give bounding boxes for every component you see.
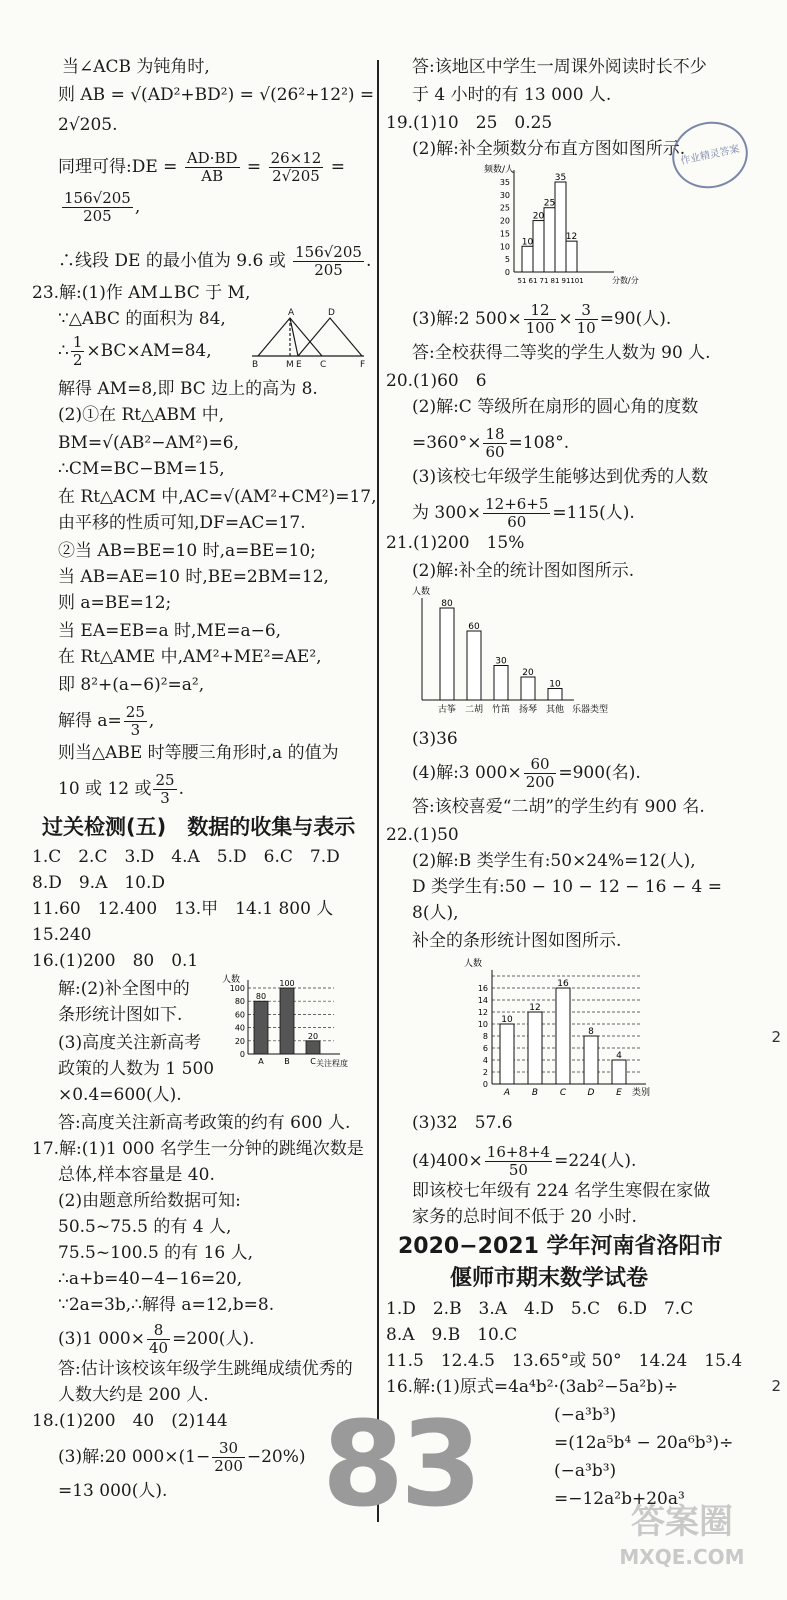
text-line: 当 AB=AE=10 时,BE=2BM=12, <box>58 567 329 587</box>
bar <box>440 608 454 700</box>
label-b: B <box>252 360 259 370</box>
text-line: 答:全校获得二等奖的学生人数为 90 人. <box>412 343 711 363</box>
triangle-def <box>298 318 362 356</box>
denominator: 200 <box>525 773 555 791</box>
fraction <box>62 190 133 225</box>
x-axis-label: 乐器类型 <box>572 705 609 715</box>
text-line: ∵2a=3b,∴解得 a=12,b=8. <box>58 1295 275 1315</box>
y-tick-label: 35 <box>499 178 510 187</box>
y-axis-label: 人数 <box>464 959 483 969</box>
denominator: 3 <box>130 721 141 739</box>
data-label: 25 <box>543 198 556 209</box>
label-m: M <box>286 360 294 370</box>
data-label: 20 <box>532 211 545 222</box>
denominator: 40 <box>149 1339 169 1357</box>
text-line: 则当△ABE 时等腰三角形时,a 的值为 <box>58 743 339 763</box>
text: 为 300× <box>412 503 482 523</box>
text: × <box>558 309 573 329</box>
text-line: 人数大约是 200 人. <box>58 1385 209 1405</box>
formula-line <box>58 1322 254 1357</box>
formula-line <box>58 150 345 185</box>
numerator: 60 <box>524 756 557 774</box>
bar <box>548 689 562 701</box>
text-line: 即该校七年级有 224 名学生寒假在家做 <box>412 1181 711 1201</box>
x-tick-label: C <box>559 1088 567 1098</box>
denominator: 205 <box>314 261 343 279</box>
numerator: 12 <box>524 302 557 320</box>
denominator: AB <box>201 167 224 185</box>
numerator: 1 <box>72 333 83 351</box>
text-line: 18.(1)200 40 (2)144 <box>32 1411 228 1431</box>
y-tick-label: 0 <box>239 1050 245 1059</box>
text-line: (3)高度关注新高考 <box>58 1033 202 1053</box>
text-line: D 类学生有:50 − 10 − 12 − 16 − 4 = <box>412 877 722 897</box>
data-label: 4 <box>616 1051 622 1061</box>
watermark-line-1: 答案圈 <box>631 1502 733 1542</box>
bar <box>533 221 544 272</box>
y-tick-label: 30 <box>499 190 510 200</box>
text-line: 政策的人数为 1 500 <box>58 1059 215 1079</box>
y-tick-label: 0 <box>504 268 510 277</box>
numerator: 16+8+4 <box>486 1143 551 1161</box>
text: . <box>365 251 372 271</box>
text: , <box>148 711 155 731</box>
denominator: 205 <box>83 207 112 225</box>
data-label: 20 <box>307 1031 319 1041</box>
text: =360°× <box>412 433 482 453</box>
text-line: 答:该校喜爱“二胡”的学生约有 900 名. <box>412 797 705 817</box>
bar <box>494 666 508 701</box>
text-line: (2)①在 Rt△ABM 中, <box>58 405 225 425</box>
answer-line: 11.60 12.400 13.甲 14.1 800 人 <box>32 899 334 919</box>
fraction <box>212 1440 245 1475</box>
y-tick-label: 2 <box>482 1068 488 1077</box>
x-tick-label: 91 <box>561 277 571 285</box>
text: =115(人). <box>552 503 635 523</box>
y-tick-label: 10 <box>499 242 510 252</box>
x-tick-label: C <box>310 1057 316 1066</box>
text-line: BM=√(AB²−AM²)=6, <box>58 433 240 453</box>
text: −20%) <box>246 1447 306 1467</box>
text: ∴线段 DE 的最小值为 9.6 或 <box>58 251 286 271</box>
data-label: 8 <box>588 1027 594 1037</box>
bar <box>528 1012 542 1084</box>
y-tick-label: 20 <box>234 1036 245 1046</box>
section-title: 过关检测(五) 数据的收集与表示 <box>42 815 356 839</box>
text: (4)解:3 000× <box>412 763 522 783</box>
text-line: ②当 AB=BE=10 时,a=BE=10; <box>58 541 316 561</box>
x-tick-label: 61 <box>528 277 538 285</box>
x-tick-label: A <box>503 1088 511 1098</box>
x-tick-label: B <box>284 1057 290 1066</box>
text: = <box>330 157 345 177</box>
text-line: 当 EA=EB=a 时,ME=a−6, <box>58 621 282 641</box>
text: =900(名). <box>558 763 641 783</box>
x-tick-label: E <box>616 1088 622 1098</box>
text-line: 21.(1)200 15% <box>386 533 525 553</box>
text-line: 于 4 小时的有 13 000 人. <box>412 85 612 105</box>
x-tick-label: 71 <box>539 277 549 285</box>
text-line: 8(人), <box>412 903 459 923</box>
text-line: 则 a=BE=12; <box>58 593 172 613</box>
y-tick-label: 12 <box>477 1008 488 1017</box>
text: = <box>246 157 262 177</box>
numerator: 25 <box>155 771 175 789</box>
text: ×BC×AM=84, <box>86 341 212 361</box>
y-tick-label: 5 <box>504 255 510 265</box>
text-line: 50.5~75.5 的有 4 人, <box>58 1217 232 1237</box>
data-label: 60 <box>468 622 480 632</box>
bar-chart-q16 <box>222 972 382 1076</box>
text: , <box>134 197 141 217</box>
data-label: 30 <box>495 656 507 667</box>
text-line: 17.解:(1)1 000 名学生一分钟的跳绳次数是 <box>32 1139 364 1159</box>
text-line: ∵△ABC 的面积为 84, <box>58 309 226 329</box>
x-tick-label: 81 <box>550 277 560 285</box>
fraction <box>153 772 176 807</box>
histogram-q19 <box>484 160 654 292</box>
formula-line <box>412 496 635 531</box>
numerator: 156√205 <box>295 243 362 261</box>
y-axis-label: 人数 <box>222 975 241 985</box>
text-line: 在 Rt△ACM 中,AC=√(AM²+CM²)=17, <box>58 487 377 507</box>
bar <box>555 182 566 272</box>
bar <box>500 1024 514 1084</box>
text: (3)解:2 500× <box>412 309 522 329</box>
y-tick-label: 15 <box>499 229 510 239</box>
answer-line: 15.240 <box>32 925 92 945</box>
y-tick-label: 16 <box>477 984 488 993</box>
text: 10 或 12 或 <box>58 779 152 799</box>
bar <box>521 677 535 700</box>
data-label: 100 <box>279 979 295 988</box>
page-number: 83 <box>322 1395 479 1533</box>
x-tick-label: 101 <box>570 277 584 285</box>
answer-line: 1.D 2.B 3.A 4.D 5.C 6.D 7.C <box>386 1299 694 1319</box>
text-line: 23.解:(1)作 AM⊥BC 于 M, <box>32 283 251 303</box>
fraction <box>124 704 147 739</box>
y-tick-label: 4 <box>482 1056 488 1065</box>
edge-mark-2: 2 <box>771 1377 781 1395</box>
text-line: 解得 AM=8,即 BC 边上的高为 8. <box>58 379 318 399</box>
triangle-figure <box>248 306 368 370</box>
x-tick-label: A <box>258 1057 264 1066</box>
text-line: 2√205. <box>58 115 118 135</box>
y-tick-label: 25 <box>499 203 510 213</box>
numerator: 18 <box>485 425 505 443</box>
formula-line <box>58 334 212 369</box>
formula-line <box>58 1440 306 1475</box>
exam-title-line-2: 偃师市期末数学试卷 <box>450 1266 649 1291</box>
text-line: (−a³b³) <box>554 1461 617 1481</box>
data-label: 20 <box>522 668 534 678</box>
formula-line <box>58 244 371 279</box>
formula-line <box>58 704 154 739</box>
fraction <box>575 302 598 337</box>
y-tick-label: 60 <box>234 1010 245 1020</box>
text-line: 19.(1)10 25 0.25 <box>386 113 553 133</box>
data-label: 12 <box>529 1003 541 1013</box>
site-watermark <box>582 1500 782 1596</box>
watermark-line-2: MXQE.COM <box>619 1545 745 1569</box>
numerator: 8 <box>147 1322 170 1340</box>
fraction <box>147 1322 170 1357</box>
numerator: 25 <box>125 703 145 721</box>
answer-line: 1.C 2.C 3.D 4.A 5.D 6.C 7.D <box>32 847 340 867</box>
y-tick-label: 100 <box>229 984 245 993</box>
text-line: =13 000(人). <box>58 1481 168 1501</box>
text-line: ∴CM=BC−BM=15, <box>58 459 225 479</box>
text: . <box>178 779 184 799</box>
text-line: 当∠ACB 为钝角时, <box>62 57 210 77</box>
bar <box>280 988 294 1054</box>
answer-line: 8.D 9.A 10.D <box>32 873 166 893</box>
text: =224(人). <box>554 1151 637 1171</box>
edge-mark-1: 2 <box>771 1028 781 1046</box>
denominator: 2 <box>72 351 83 369</box>
text: (3)1 000× <box>58 1329 145 1349</box>
text-line: 解:(2)补全图中的 <box>58 979 190 999</box>
text-line: 20.(1)60 6 <box>386 371 487 391</box>
text-line: (−a³b³) <box>554 1405 617 1425</box>
y-tick-label: 80 <box>234 997 245 1007</box>
formula-line <box>412 756 641 791</box>
bar <box>467 631 481 700</box>
column-divider <box>377 60 379 1522</box>
data-label: 80 <box>441 599 453 609</box>
y-tick-label: 6 <box>482 1044 488 1053</box>
fraction <box>185 150 240 185</box>
fraction <box>269 150 324 185</box>
x-tick-label: 扬琴 <box>518 705 538 715</box>
answer-line: 11.5 12.4.5 13.65°或 50° 14.24 15.4 <box>386 1351 743 1371</box>
label-d: D <box>328 308 335 318</box>
x-axis-label: 类别 <box>632 1088 651 1098</box>
x-tick-label: 51 <box>517 277 527 285</box>
formula-line <box>58 772 184 807</box>
data-label: 10 <box>501 1015 513 1025</box>
bar <box>522 246 533 272</box>
label-e: E <box>296 360 302 370</box>
text-line: 补全的条形统计图如图所示. <box>412 931 622 951</box>
fraction <box>71 334 85 369</box>
text-line: (2)由题意所给数据可知: <box>58 1191 241 1211</box>
denominator: 60 <box>507 513 527 531</box>
numerator: AD·BD <box>186 149 238 167</box>
text-line: (2)解:B 类学生有:50×24%=12(人), <box>412 851 696 871</box>
denominator: 200 <box>214 1457 243 1475</box>
text-line: (3)该校七年级学生能够达到优秀的人数 <box>412 467 709 487</box>
text: =108°. <box>508 433 570 453</box>
numerator: 30 <box>212 1440 245 1458</box>
text-line: (3)32 57.6 <box>412 1113 513 1133</box>
denominator: 10 <box>576 319 596 337</box>
data-label: 10 <box>521 237 534 248</box>
x-axis-label: 分数/分 <box>612 276 639 285</box>
y-axis-label: 人数 <box>412 587 431 597</box>
data-label: 12 <box>565 232 578 243</box>
answer-line: 8.A 9.B 10.C <box>386 1325 518 1345</box>
y-tick-label: 20 <box>499 216 510 226</box>
segment-ae <box>290 318 298 356</box>
numerator: 3 <box>575 302 598 320</box>
text-line: (2)解:补全的统计图如图所示. <box>412 561 635 581</box>
data-label: 10 <box>549 679 561 690</box>
bar <box>544 208 555 272</box>
text-line: 家务的总时间不低于 20 小时. <box>412 1207 637 1227</box>
stamp-text: 作业精灵答案 <box>679 143 741 167</box>
text-line: (3)36 <box>412 729 458 749</box>
text-line: (2)解:C 等级所在扇形的圆心角的度数 <box>412 397 699 417</box>
text-line: 在 Rt△AME 中,AM²+ME²=AE², <box>58 647 322 667</box>
y-tick-label: 0 <box>482 1080 488 1089</box>
formula-line <box>60 190 140 225</box>
fraction <box>524 756 557 791</box>
bar <box>612 1060 626 1084</box>
text-line: 总体,样本容量是 40. <box>58 1165 215 1185</box>
answer-line: 16.(1)200 80 0.1 <box>32 951 199 971</box>
text-line: =−12a²b+20a³ <box>554 1489 685 1509</box>
label-a: A <box>288 308 295 318</box>
formula-line <box>412 302 671 337</box>
text-line: 则 AB = √(AD²+BD²) = √(26²+12²) = <box>58 85 375 105</box>
text-line: ∴a+b=40−4−16=20, <box>58 1269 243 1289</box>
text-line: 由平移的性质可知,DF=AC=17. <box>58 513 306 533</box>
y-tick-label: 14 <box>477 996 488 1005</box>
x-tick-label: 古筝 <box>437 705 457 715</box>
formula-line <box>412 1144 636 1179</box>
x-tick-label: 竹笛 <box>491 705 511 715</box>
x-tick-label: 二胡 <box>464 705 484 715</box>
text: 同理可得:DE = <box>58 157 178 177</box>
y-tick-label: 8 <box>482 1032 488 1041</box>
denominator: 100 <box>525 319 555 337</box>
x-tick-label: B <box>531 1088 539 1098</box>
text-line: =(12a⁵b⁴ − 20a⁶b³)÷ <box>554 1433 734 1453</box>
fraction <box>485 1144 552 1179</box>
denominator: 60 <box>485 443 505 461</box>
text-line: (2)解:补全频数分布直方图如图所示. <box>412 139 686 159</box>
bar-chart-q22 <box>464 954 674 1104</box>
text: (3)解:20 000×(1− <box>58 1447 211 1467</box>
text-line: ×0.4=600(人). <box>58 1085 182 1105</box>
text: ∴ <box>58 341 69 361</box>
fraction <box>524 302 557 337</box>
text-line: 16.解:(1)原式=4a⁴b²·(3ab²−5a²b)÷ <box>386 1377 679 1397</box>
bar <box>584 1036 598 1084</box>
y-axis-label: 频数/人 <box>484 165 515 175</box>
data-label: 35 <box>554 173 567 183</box>
text: =200(人). <box>172 1329 255 1349</box>
text: (4)400× <box>412 1151 483 1171</box>
bar <box>556 988 570 1084</box>
bar <box>566 241 577 272</box>
formula-line <box>412 426 569 461</box>
text: =90(人). <box>599 309 672 329</box>
fraction <box>483 426 506 461</box>
x-axis-label: 关注程度 <box>316 1059 348 1068</box>
x-tick-label: D <box>587 1088 595 1098</box>
bar <box>254 1001 268 1054</box>
text-line: 75.5~100.5 的有 16 人, <box>58 1243 254 1263</box>
text-line: 22.(1)50 <box>386 825 459 845</box>
label-c: C <box>320 360 327 370</box>
text-line: 答:高度关注新高考政策的约有 600 人. <box>58 1113 351 1133</box>
y-tick-label: 40 <box>234 1023 245 1033</box>
bar-chart-q21 <box>412 584 622 720</box>
text-line: 条形统计图如下. <box>58 1005 183 1025</box>
text-line: 即 8²+(a−6)²=a², <box>58 675 205 695</box>
data-label: 16 <box>557 979 569 989</box>
text-line: 答:估计该校该年级学生跳绳成绩优秀的 <box>58 1359 353 1379</box>
denominator: 50 <box>508 1161 528 1179</box>
numerator: 12+6+5 <box>485 495 549 513</box>
denominator: 2√205 <box>272 167 320 185</box>
data-label: 80 <box>255 992 267 1002</box>
x-tick-label: 其他 <box>545 705 565 715</box>
fraction <box>293 244 364 279</box>
numerator: 26×12 <box>270 149 322 167</box>
text: 解得 a= <box>58 711 122 731</box>
y-tick-label: 10 <box>477 1020 488 1029</box>
bar <box>306 1041 320 1054</box>
denominator: 3 <box>160 789 170 807</box>
label-f: F <box>360 360 366 370</box>
exam-title-line-1: 2020−2021 学年河南省洛阳市 <box>398 1234 723 1259</box>
text-line: 答:该地区中学生一周课外阅读时长不少 <box>412 57 707 77</box>
fraction <box>483 496 550 531</box>
numerator: 156√205 <box>64 189 131 207</box>
